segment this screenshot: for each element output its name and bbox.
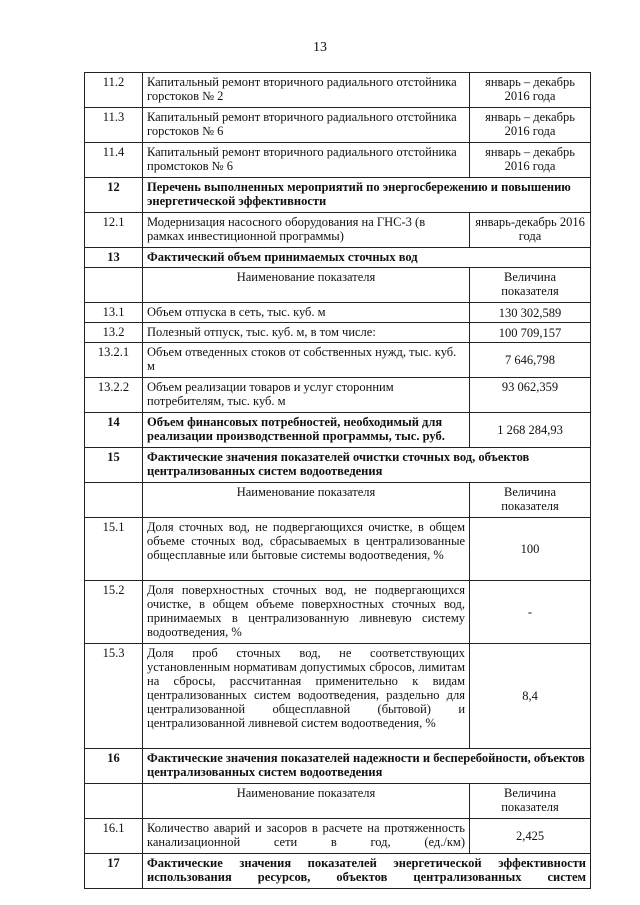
section-number: 13: [85, 248, 143, 268]
table-row-13-1: [85, 303, 591, 323]
column-header-value: Величина показателя: [470, 268, 591, 303]
column-header-name: Наименование показателя: [143, 483, 470, 518]
row-value: 130 302,589: [470, 303, 591, 323]
row-description: Полезный отпуск, тыс. куб. м, в том числе:: [143, 323, 470, 343]
row-number: 12.1: [85, 213, 143, 248]
row-value: 1 268 284,93: [470, 413, 591, 448]
report-table: [84, 72, 591, 889]
section-number: 17: [85, 854, 143, 889]
row-value: 93 062,359: [470, 378, 591, 413]
row-value: -: [470, 581, 591, 644]
row-number: 13.2.2: [85, 378, 143, 413]
row-value: 8,4: [470, 644, 591, 749]
section-header-15: [85, 448, 591, 483]
section-header-13: [85, 248, 591, 268]
row-description: Объем отведенных стоков от собственных нужд, тыс. куб. м: [143, 343, 470, 378]
column-header-name: Наименование показателя: [143, 784, 470, 819]
column-header-row: [85, 483, 591, 518]
section-title: Фактические значения показателей надежности и бесперебойности, объектов централизованных систем водоотведения: [143, 749, 591, 784]
row-value: 7 646,798: [470, 343, 591, 378]
section-header-12: [85, 178, 591, 213]
row-description: Модернизация насосного оборудования на ГНС-3 (в рамках инвестиционной программы): [143, 213, 470, 248]
row-description: Капитальный ремонт вторичного радиального отстойника промстоков № 6: [143, 143, 470, 178]
row-period: январь – декабрь 2016 года: [470, 143, 591, 178]
row-value: 100: [470, 518, 591, 581]
row-number: 13.2.1: [85, 343, 143, 378]
section-title: Перечень выполненных мероприятий по энергосбережению и повышению энергетической эффективности: [143, 178, 591, 213]
table-row-15-2: [85, 581, 591, 644]
table-row-15-1: [85, 518, 591, 581]
row-number: 13.2: [85, 323, 143, 343]
section-title: Фактический объем принимаемых сточных вод: [143, 248, 591, 268]
section-header-16: [85, 749, 591, 784]
table-row-11-3: [85, 108, 591, 143]
row-description: Капитальный ремонт вторичного радиального отстойника горстоков № 6: [143, 108, 470, 143]
row-value: 100 709,157: [470, 323, 591, 343]
row-value: 2,425: [470, 819, 591, 854]
table-row-11-2: [85, 73, 591, 108]
row-description: Объем финансовых потребностей, необходимый для реализации производственной программы, тыс. руб.: [143, 413, 470, 448]
row-period: январь-декабрь 2016 года: [470, 213, 591, 248]
table-row-13-2-1: [85, 343, 591, 378]
row-number: 15.3: [85, 644, 143, 749]
table-row-12-1: [85, 213, 591, 248]
section-number: 12: [85, 178, 143, 213]
section-number: 15: [85, 448, 143, 483]
row-number: 11.3: [85, 108, 143, 143]
row-number: 11.2: [85, 73, 143, 108]
section-title: Фактические значения показателей энергетической эффективности использования ресурсов, объектов централизованных систем: [143, 854, 591, 889]
section-header-17: [85, 854, 591, 889]
row-number: 15.2: [85, 581, 143, 644]
column-header-value: Величина показателя: [470, 483, 591, 518]
table-row-16-1: [85, 819, 591, 854]
row-description: Доля проб сточных вод, не соответствующих установленным нормативам допустимых сбросов, лимитам на сбросы, рассчитанная применительно к видам централизованных систем водоотведения, раздельно для централизованной общесплавной (бытовой) и централизованной ливневой систем водоотведения, %: [143, 644, 470, 749]
row-period: январь – декабрь 2016 года: [470, 73, 591, 108]
column-header-value: Величина показателя: [470, 784, 591, 819]
row-number: 14: [85, 413, 143, 448]
column-header-row: [85, 268, 591, 303]
page-number: 13: [313, 40, 327, 55]
empty-cell: [85, 483, 143, 518]
table-row-15-3: [85, 644, 591, 749]
empty-cell: [85, 268, 143, 303]
row-description: Объем реализации товаров и услуг сторонним потребителям, тыс. куб. м: [143, 378, 470, 413]
row-description: Доля сточных вод, не подвергающихся очистке, в общем объеме сточных вод, сбрасываемых в централизованные общесплавные или бытовые системы водоотведения, %: [143, 518, 470, 581]
row-description: Доля поверхностных сточных вод, не подвергающихся очистке, в общем объеме поверхностных сточных вод, принимаемых в централизованную ливневую систему водоотведения, %: [143, 581, 470, 644]
column-header-name: Наименование показателя: [143, 268, 470, 303]
row-number: 16.1: [85, 819, 143, 854]
table-row-14: [85, 413, 591, 448]
section-title: Фактические значения показателей очистки сточных вод, объектов централизованных систем водоотведения: [143, 448, 591, 483]
row-number: 11.4: [85, 143, 143, 178]
row-number: 15.1: [85, 518, 143, 581]
table-row-13-2: [85, 323, 591, 343]
empty-cell: [85, 784, 143, 819]
row-description: Объем отпуска в сеть, тыс. куб. м: [143, 303, 470, 323]
table-row-11-4: [85, 143, 591, 178]
row-period: январь – декабрь 2016 года: [470, 108, 591, 143]
row-description: Капитальный ремонт вторичного радиального отстойника горстоков № 2: [143, 73, 470, 108]
column-header-row: [85, 784, 591, 819]
row-number: 13.1: [85, 303, 143, 323]
section-number: 16: [85, 749, 143, 784]
table-row-13-2-2: [85, 378, 591, 413]
row-description: Количество аварий и засоров в расчете на протяженность канализационной сети в год, (ед./км): [143, 819, 470, 854]
